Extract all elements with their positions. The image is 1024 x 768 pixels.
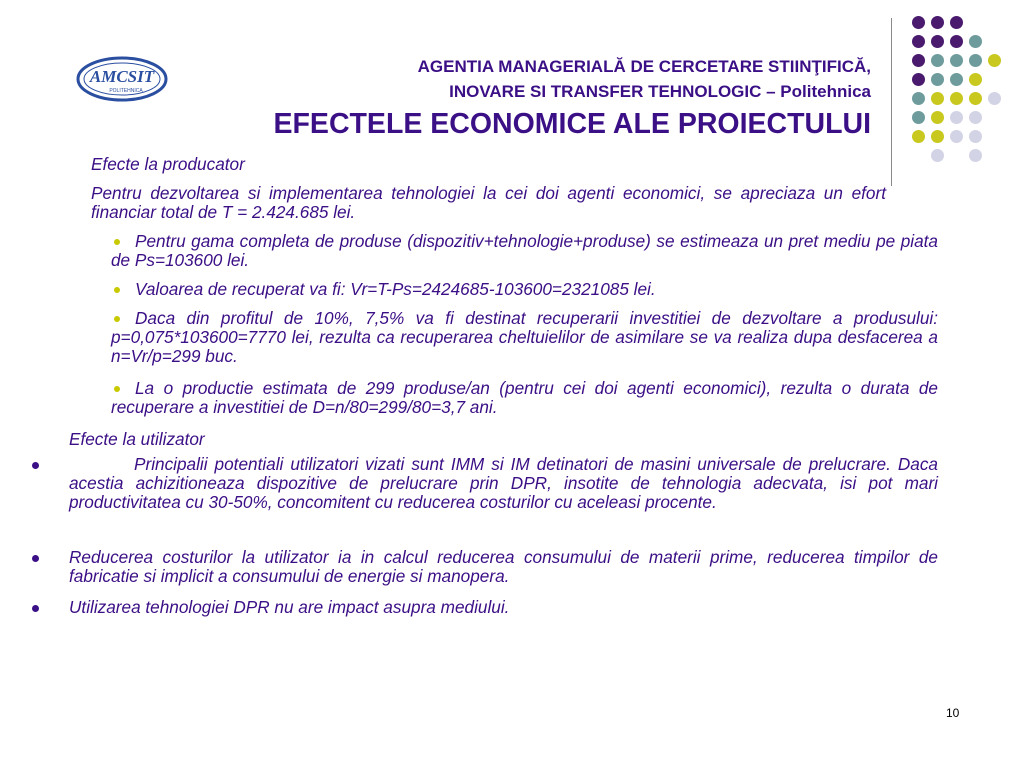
section1-intro: Pentru dezvoltarea si implementarea tehnologiei la cei doi agenti economici, se apreciaza un efort financiar total de T = 2.424.685 lei. — [91, 183, 886, 222]
decorative-dot — [912, 130, 925, 143]
decorative-dot — [969, 54, 982, 67]
bullet-dot — [32, 555, 39, 562]
bullet-dot — [32, 462, 39, 469]
decorative-dot — [969, 111, 982, 124]
decorative-dot — [931, 130, 944, 143]
section1-bullet-2: Valoarea de recuperat va fi: Vr=T-Ps=2424685-103600=2321085 lei. — [135, 279, 656, 299]
decorative-dot — [931, 54, 944, 67]
decorative-dot — [931, 73, 944, 86]
section2-bullet-3: Utilizarea tehnologiei DPR nu are impact asupra mediului. — [69, 597, 510, 617]
logo-subtext: POLITEHNICA — [109, 88, 143, 94]
section2-heading: Efecte la utilizator — [69, 429, 205, 449]
decorative-dot — [912, 54, 925, 67]
decorative-dot — [912, 35, 925, 48]
decorative-dot — [969, 73, 982, 86]
decorative-dot — [950, 111, 963, 124]
section2-bullet-1: Principalii potentiali utilizatori vizati sunt IMM si IM detinatori de masini universale de prelucrare. Daca acestia achizitioneaza dispozitive de prelucrare prin DPR, insotite de tehnologia adecvata, isi pot mari productivitatea cu 30-50%, concomitent cu reducerea costurilor cu aceleasi procente. — [69, 454, 938, 512]
decorative-dot — [969, 35, 982, 48]
decorative-dot — [969, 130, 982, 143]
decorative-dot — [912, 16, 925, 29]
section1-bullet-1: Pentru gama completa de produse (dispozitiv+tehnologie+produse) se estimeaza un pret mediu pe piata de Ps=103600 lei. — [111, 231, 938, 270]
vertical-divider — [891, 18, 892, 186]
decorative-dot — [950, 130, 963, 143]
decorative-dot — [931, 16, 944, 29]
amcsit-logo — [76, 56, 168, 102]
slide-title: EFECTELE ECONOMICE ALE PROIECTULUI — [273, 108, 871, 140]
decorative-dot — [969, 92, 982, 105]
decorative-dot — [931, 35, 944, 48]
decorative-dot — [988, 92, 1001, 105]
decorative-dot — [931, 92, 944, 105]
decorative-dot — [988, 54, 1001, 67]
decorative-dot — [950, 35, 963, 48]
agency-name-line2: INOVARE SI TRANSFER TEHNOLOGIC – Politehnica — [449, 82, 871, 101]
page-number: 10 — [946, 706, 960, 720]
decorative-dot — [912, 73, 925, 86]
section2-bullet-2: Reducerea costurilor la utilizator ia in calcul reducerea consumului de materii prime, reducerea timpilor de fabricatie si implicit a consumului de energie si manopera. — [69, 547, 938, 586]
section1-bullet-4: La o productie estimata de 299 produse/an (pentru cei doi agenti economici), rezulta o durata de recuperare a investitiei de D=n/80=299/80=3,7 ani. — [111, 378, 938, 417]
decorative-dot — [950, 73, 963, 86]
decorative-dot — [912, 92, 925, 105]
decorative-dot — [950, 16, 963, 29]
decorative-dot — [912, 111, 925, 124]
bullet-dot — [32, 605, 39, 612]
section1-heading: Efecte la producator — [91, 154, 245, 174]
logo-text: AMCSIT — [89, 67, 155, 86]
agency-name-line1: AGENTIA MANAGERIALĂ DE CERCETARE STIINŢIFICĂ, — [417, 57, 871, 76]
decorative-dot — [969, 149, 982, 162]
decorative-dot — [950, 92, 963, 105]
decorative-dot — [931, 111, 944, 124]
decorative-dot — [950, 54, 963, 67]
decorative-dot — [931, 149, 944, 162]
section1-bullet-3: Daca din profitul de 10%, 7,5% va fi destinat recuperarii investitiei de dezvoltare a produsului: p=0,075*103600=7770 lei, rezulta ca recuperarea cheltuielilor de asimilare se va realiza dupa desfacerea a n=Vr/p=299 buc. — [111, 308, 938, 366]
